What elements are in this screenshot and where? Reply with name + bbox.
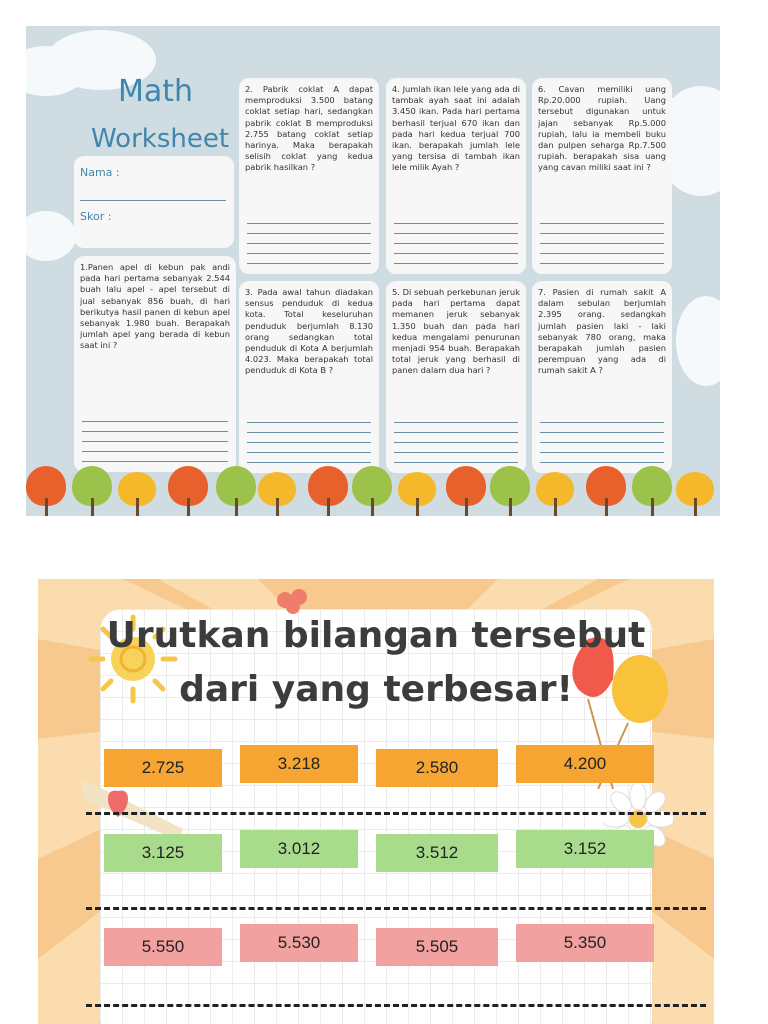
answer-lines[interactable] bbox=[247, 214, 371, 264]
score-label: Skor : bbox=[80, 210, 112, 223]
answer-dashed-line[interactable] bbox=[86, 907, 706, 910]
question-card-1 bbox=[74, 256, 236, 472]
number-box[interactable]: 3.512 bbox=[376, 834, 498, 872]
answer-lines[interactable] bbox=[247, 413, 371, 463]
question-text: 7. Pasien di rumah sakit A dalam sebulan berjumlah 2.395 orang. sedangkah jumlah pasien laki - laki sebanyak 780 orang, maka berapakah jumlah pasien perempuan yang ada di rumah sakit A ? bbox=[538, 287, 666, 376]
question-card-7 bbox=[532, 281, 672, 473]
tree-icon bbox=[26, 460, 66, 516]
number-box[interactable]: 5.505 bbox=[376, 928, 498, 966]
tree-icon bbox=[72, 460, 112, 516]
number-box[interactable]: 2.580 bbox=[376, 749, 498, 787]
question-card-6 bbox=[532, 78, 672, 274]
tree-icon bbox=[586, 460, 626, 516]
answer-lines[interactable] bbox=[82, 412, 228, 462]
tree-icon bbox=[536, 460, 574, 516]
answer-lines[interactable] bbox=[540, 214, 664, 264]
tree-icon bbox=[258, 460, 296, 516]
number-box[interactable]: 3.152 bbox=[516, 830, 654, 868]
tree-icon bbox=[168, 460, 208, 516]
question-text: 6. Cavan memiliki uang Rp.20.000 rupiah. Uang tersebut digunakan untuk jajan sebanyak Rp.5.000 rupiah, lalu ia membeli buku dan pulpen seharga Rp.7.500 rupiah. berapakah sisa uang yang cavan miliki saat ini ? bbox=[538, 84, 666, 173]
tree-icon bbox=[352, 460, 392, 516]
number-box[interactable]: 2.725 bbox=[104, 749, 222, 787]
tree-icon bbox=[118, 460, 156, 516]
number-box[interactable]: 5.530 bbox=[240, 924, 358, 962]
question-text: 5. Di sebuah perkebunan jeruk pada hari pertama dapat memanen jeruk sebanyak 1.350 buah dan pada hari kedua mengalami penurunan menjadi 954 buah. Berapakah total jeruk yang berhasil di panen dalam dua hari ? bbox=[392, 287, 520, 376]
tree-icon bbox=[632, 460, 672, 516]
ordering-worksheet bbox=[38, 579, 714, 1024]
name-line[interactable] bbox=[80, 200, 226, 201]
name-label: Nama : bbox=[80, 166, 120, 179]
answer-lines[interactable] bbox=[394, 214, 518, 264]
instruction-heading-line1: Urutkan bilangan tersebut bbox=[106, 615, 646, 656]
question-card-2 bbox=[239, 78, 379, 274]
number-box[interactable]: 4.200 bbox=[516, 745, 654, 783]
worksheet-title-math: Math bbox=[118, 74, 194, 109]
answer-lines[interactable] bbox=[394, 413, 518, 463]
worksheet-title-worksheet: Worksheet bbox=[91, 124, 230, 154]
instruction-heading-line2: dari yang terbesar! bbox=[179, 669, 573, 710]
flower-icon bbox=[273, 585, 313, 615]
tree-icon bbox=[446, 460, 486, 516]
tree-icon bbox=[216, 460, 256, 516]
question-text: 4. Jumlah ikan lele yang ada di tambak ayah saat ini adalah 3.450 ikan. Pada hari pertama berhasil terjual 670 ikan dan pada hari kedua terjual 700 ikan. berapakah jumlah lele yang tersisa di tambah ikan lele milik Ayah ? bbox=[392, 84, 520, 173]
number-box[interactable]: 3.012 bbox=[240, 830, 358, 868]
number-box[interactable]: 3.218 bbox=[240, 745, 358, 783]
name-score-card bbox=[74, 156, 234, 248]
question-card-4 bbox=[386, 78, 526, 274]
answer-dashed-line[interactable] bbox=[86, 1004, 706, 1007]
cloud-decoration bbox=[676, 296, 720, 386]
question-text: 3. Pada awal tahun diadakan sensus penduduk di kedua kota. Total keseluruhan penduduk berjumlah 8.130 orang sedangkan total penduduk di Kota A berjumlah 4.023. Maka berapakah total penduduk di Kota B ? bbox=[245, 287, 373, 376]
tree-icon bbox=[490, 460, 530, 516]
number-box[interactable]: 3.125 bbox=[104, 834, 222, 872]
question-card-5 bbox=[386, 281, 526, 473]
number-box[interactable]: 5.350 bbox=[516, 924, 654, 962]
math-worksheet bbox=[26, 26, 720, 516]
question-text: 2. Pabrik coklat A dapat memproduksi 3.500 batang coklat setiap hari, sedangkan pabrik coklat B memproduksi 2.755 batang coklat setiap harinya. Maka berapakah selisih coklat yang kedua pabrik hasilkan ? bbox=[245, 84, 373, 173]
question-text: 1.Panen apel di kebun pak andi pada hari pertama sebanyak 2.544 buah lalu apel - apel tersebut di jual sebanyak 856 buah, di hari berikutya hasil panen di kebun apel sebanyak 1.980 buah. Berapakah jumlah apel yang berada di kebun saat ini ? bbox=[80, 262, 230, 351]
tree-icon bbox=[676, 460, 714, 516]
cloud-decoration bbox=[26, 211, 76, 261]
answer-dashed-line[interactable] bbox=[86, 812, 706, 815]
answer-lines[interactable] bbox=[540, 413, 664, 463]
number-box[interactable]: 5.550 bbox=[104, 928, 222, 966]
tree-icon bbox=[398, 460, 436, 516]
question-card-3 bbox=[239, 281, 379, 473]
tree-icon bbox=[308, 460, 348, 516]
